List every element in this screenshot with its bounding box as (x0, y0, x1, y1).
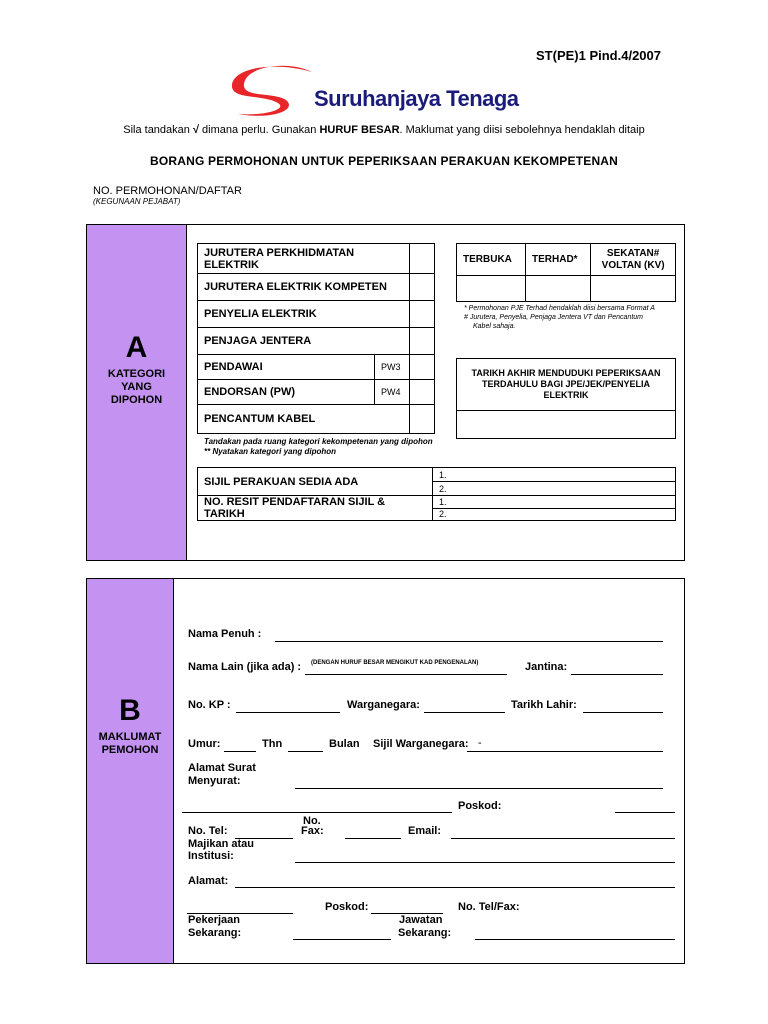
receipt-row[interactable]: 2. (433, 508, 676, 521)
section-a (86, 224, 685, 561)
option-sekatan-box[interactable] (591, 276, 676, 302)
no-kp-input[interactable] (236, 712, 340, 713)
logo-swoosh-icon (228, 64, 318, 120)
certificate-label: SIJIL PERAKUAN SEDIA ADA (198, 468, 433, 496)
instruction-caps: HURUF BESAR (319, 124, 400, 136)
majikan-label-1: Majikan atau (188, 838, 255, 850)
option-terbuka-box[interactable] (457, 276, 526, 302)
category-label: JURUTERA ELEKTRIK KOMPETEN (198, 274, 410, 301)
section-b-sidebar (87, 579, 174, 963)
email-input[interactable] (451, 838, 675, 839)
category-checkbox[interactable] (410, 301, 435, 328)
no-fax-input[interactable] (345, 838, 401, 839)
thn-label: Thn (262, 738, 283, 750)
jawatan-label-1: Jawatan (399, 914, 443, 926)
logo (228, 64, 558, 120)
nama-penuh-label: Nama Penuh : (188, 628, 262, 640)
option-sekatan-2: VOLTAN (KV) (601, 259, 665, 271)
option-terhad: TERHAD* (526, 244, 591, 276)
jantina-input[interactable] (571, 674, 663, 675)
alamat-label: Alamat: (188, 875, 229, 887)
category-label: PENDAWAI (198, 355, 375, 380)
instruction-text (0, 124, 768, 136)
alamat-input[interactable] (235, 887, 675, 888)
tarikh-lahir-input[interactable] (583, 712, 663, 713)
option-sekatan (591, 244, 676, 276)
option-note-2: # Jurutera, Penyelia, Penjaga Jentera VT dan Pencantum (464, 314, 643, 321)
no-fax-label-2: Fax: (301, 825, 324, 837)
nama-penuh-input[interactable] (275, 641, 663, 642)
sijil-warganegara-label: Sijil Warganegara: (373, 738, 469, 750)
category-checkbox[interactable] (410, 328, 435, 355)
email-label: Email: (408, 825, 442, 837)
application-no-sub: (KEGUNAAN PEJABAT) (93, 197, 181, 206)
option-table (456, 243, 676, 302)
section-a-letter: A (125, 331, 148, 364)
category-table (197, 243, 435, 434)
sijil-warganegara-input[interactable] (467, 751, 663, 752)
section-a-title-1: KATEGORI (107, 368, 166, 380)
last-exam-input[interactable] (457, 411, 676, 439)
bulan-label: Bulan (329, 738, 360, 750)
nama-lain-input[interactable] (305, 674, 507, 675)
alamat-surat-input-2[interactable] (182, 812, 452, 813)
no-telfax-label: No. Tel/Fax: (458, 901, 520, 913)
form-code: ST(PE)1 Pind.4/2007 (536, 48, 661, 63)
certificate-row[interactable]: 1. (433, 468, 676, 482)
instruction-mid: dimana perlu. Gunakan (199, 124, 320, 136)
instruction-pre: Sila tandakan (123, 124, 193, 136)
poskod-2-label: Poskod: (325, 901, 369, 913)
tarikh-lahir-label: Tarikh Lahir: (511, 699, 577, 711)
last-exam-table (456, 358, 676, 439)
option-sekatan-1: SEKATAN# (606, 247, 660, 259)
nama-lain-label: Nama Lain (jika ada) : (188, 661, 302, 673)
logo-text: Suruhanjaya Tenaga (314, 86, 519, 111)
checkmark-icon: √ (192, 124, 199, 136)
certificate-row[interactable]: 2. (433, 482, 676, 496)
category-label: PENYELIA ELEKTRIK (198, 301, 410, 328)
majikan-label-2: Institusi: (188, 850, 234, 862)
section-a-title-3: DIPOHON (110, 394, 163, 406)
category-checkbox[interactable] (410, 405, 435, 434)
warganegara-input[interactable] (424, 712, 505, 713)
alamat-surat-input[interactable] (295, 788, 663, 789)
category-checkbox[interactable] (410, 274, 435, 301)
instruction-post: . Maklumat yang diisi sebolehnya hendaklah ditaip (399, 124, 645, 136)
pekerjaan-label-1: Pekerjaan (188, 914, 240, 926)
nama-hint: (DENGAN HURUF BESAR MENGIKUT KAD PENGENALAN) (311, 660, 479, 666)
pekerjaan-label-2: Sekarang: (188, 927, 242, 939)
no-tel-label: No. Tel: (188, 825, 228, 837)
section-a-title-2: YANG (121, 381, 152, 393)
section-b-title-1: MAKLUMAT (98, 731, 162, 743)
pekerjaan-input[interactable] (293, 939, 391, 940)
umur-bulan-input[interactable] (288, 751, 323, 752)
category-code: PW4 (375, 380, 410, 405)
receipt-label: NO. RESIT PENDAFTARAN SIJIL & TARIKH (198, 496, 433, 521)
category-label: JURUTERA PERKHIDMATAN ELEKTRIK (198, 244, 410, 274)
option-note-1: * Permohonan PJE Terhad hendaklah diisi bersama Format A (464, 305, 655, 312)
category-checkbox[interactable] (410, 380, 435, 405)
majikan-input[interactable] (295, 862, 675, 863)
category-label: PENCANTUM KABEL (198, 405, 410, 434)
section-b (86, 578, 685, 964)
category-code: PW3 (375, 355, 410, 380)
category-note-2: ** Nyatakan kategori yang dipohon (204, 447, 337, 456)
jawatan-label-2: Sekarang: (398, 927, 452, 939)
section-a-sidebar (87, 225, 187, 560)
form-title: BORANG PERMOHONAN UNTUK PEPERIKSAAN PERAKUAN KEKOMPETENAN (149, 154, 619, 168)
category-checkbox[interactable] (410, 244, 435, 274)
receipt-row[interactable]: 1. (433, 496, 676, 509)
umur-thn-input[interactable] (224, 751, 256, 752)
application-no-label: NO. PERMOHONAN/DAFTAR (93, 185, 242, 197)
jantina-label: Jantina: (525, 661, 568, 673)
jawatan-input[interactable] (475, 939, 675, 940)
option-note-3: Kabel sahaja. (473, 323, 516, 330)
alamat-surat-label-1: Alamat Surat (188, 762, 256, 774)
sijil-warganegara-value: - (478, 737, 482, 749)
poskod-label: Poskod: (458, 800, 502, 812)
category-checkbox[interactable] (410, 355, 435, 380)
certificate-table (197, 467, 676, 521)
umur-label: Umur: (188, 738, 221, 750)
no-fax-label-1: No. (303, 815, 321, 827)
warganegara-label: Warganegara: (347, 699, 420, 711)
category-label: PENJAGA JENTERA (198, 328, 410, 355)
section-b-title-2: PEMOHON (101, 744, 159, 756)
category-label: ENDORSAN (PW) (198, 380, 375, 405)
category-note-1: Tandakan pada ruang kategori kekompetenan yang dipohon (204, 437, 433, 446)
section-b-letter: B (119, 694, 141, 727)
option-terbuka: TERBUKA (457, 244, 526, 276)
last-exam-label: TARIKH AKHIR MENDUDUKI PEPERIKSAAN TERDAHULU BAGI JPE/JEK/PENYELIA ELEKTRIK (457, 359, 676, 411)
option-terhad-box[interactable] (526, 276, 591, 302)
poskod-input[interactable] (615, 812, 675, 813)
alamat-surat-label-2: Menyurat: (188, 775, 241, 787)
no-kp-label: No. KP : (188, 699, 231, 711)
